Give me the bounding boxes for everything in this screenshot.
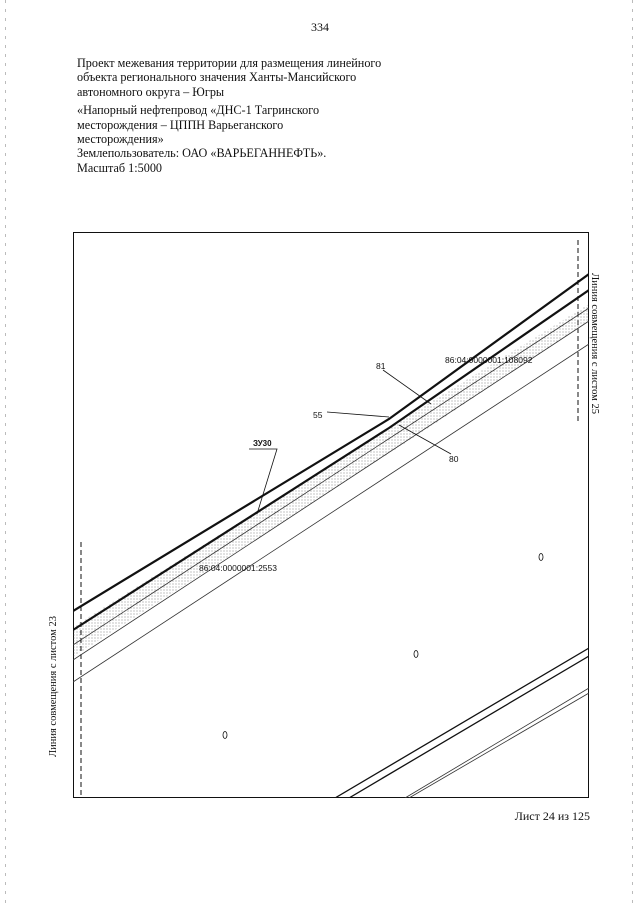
project-title: Проект межевания территории для размещения линейного объекта регионального значения Ханты-Мансийского автономного округа – Югры	[77, 56, 382, 99]
point-label-80: 80	[449, 454, 459, 464]
document-header	[77, 56, 417, 175]
land-user: Землепользователь: ОАО «ВАРЬЕГАННЕФТЬ».	[77, 146, 327, 161]
road-line-3	[405, 688, 589, 798]
corridor-line-2	[73, 321, 589, 660]
sheet-number: Лист 24 из 125	[514, 809, 590, 823]
map-symbol	[414, 651, 418, 658]
cadastral-number-top: 86:04:0000001:108092	[445, 355, 533, 365]
map-border	[74, 233, 589, 798]
map-symbol	[223, 732, 227, 739]
scan-edge-right	[632, 0, 633, 905]
cadastral-map	[73, 232, 589, 798]
corridor-line-3	[73, 344, 589, 682]
object-name: «Напорный нефтепровод «ДНС-1 Тагринского месторождения – ЦППН Варьеганского месторождения»	[77, 103, 320, 147]
scan-edge-left	[5, 0, 6, 905]
left-match-label: Линия совмещения с листом 23	[48, 616, 59, 757]
plot-label-zu30: ЗУ30	[253, 439, 272, 448]
road-line-1	[335, 648, 589, 798]
map-scale: Масштаб 1:5000	[77, 160, 163, 175]
right-match-label: Линия совмещения с листом 25	[589, 273, 600, 414]
point-label-55: 55	[313, 410, 323, 420]
point-label-81: 81	[376, 361, 386, 371]
page-number: 334	[311, 20, 329, 34]
plot-boundary-upper	[73, 274, 589, 611]
leader-55	[327, 412, 389, 417]
road-line-2	[349, 656, 589, 798]
leader-81	[383, 370, 431, 404]
cadastral-number-mid: 86:04:0000001:2553	[199, 563, 277, 573]
map-symbol	[539, 554, 543, 561]
